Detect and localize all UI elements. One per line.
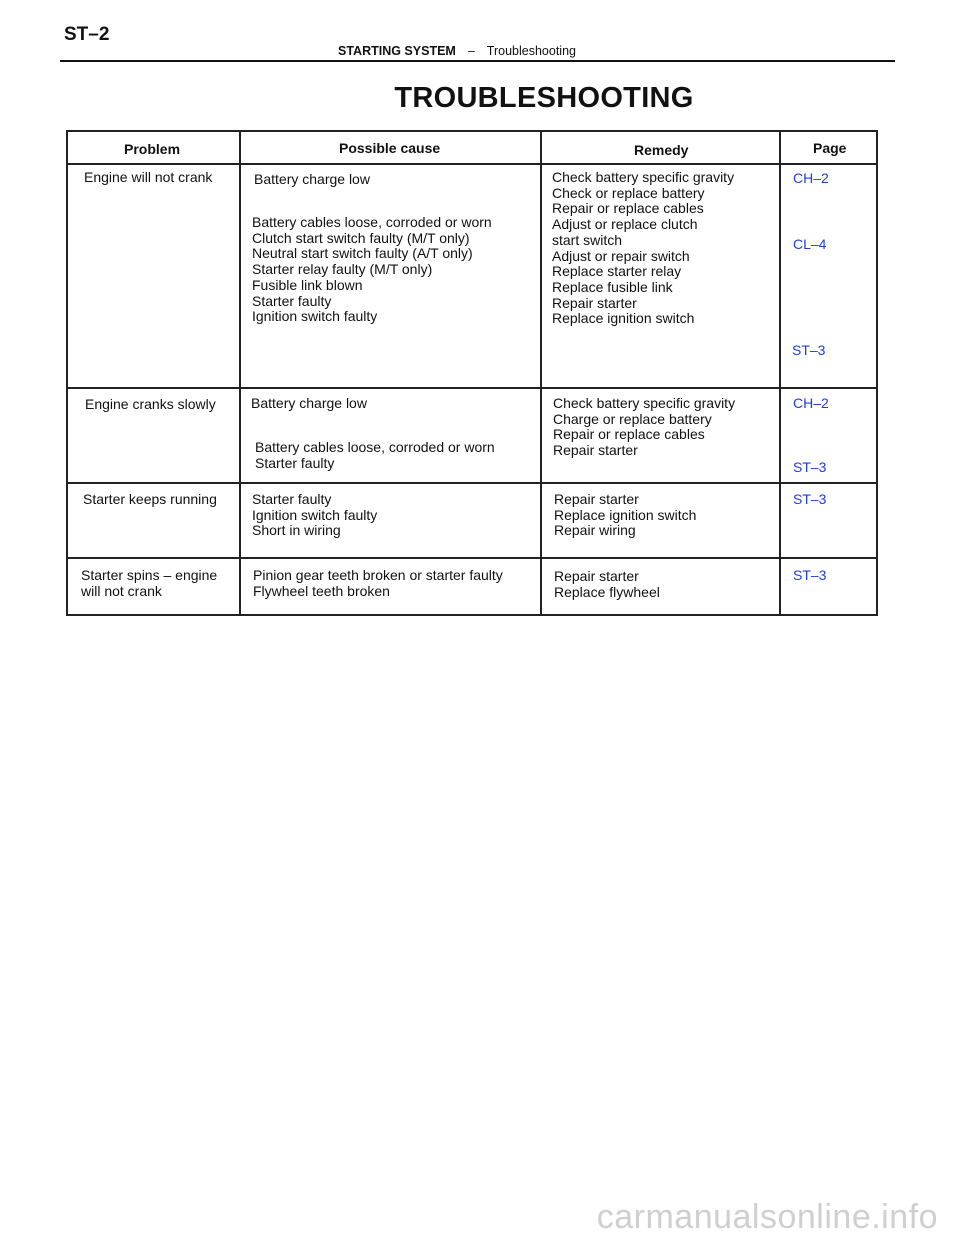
cause-cell: Battery charge low <box>251 395 367 411</box>
row-divider <box>68 557 876 559</box>
remedy-cell: Check battery specific gravity Charge or replace battery Repair or replace cables Repair starter <box>553 395 736 459</box>
header-separator: – <box>467 44 475 58</box>
remedy-cell: Repair starter Replace flywheel <box>554 568 660 600</box>
remedy-cell: Repair starter Replace ignition switch Repair wiring <box>554 491 697 539</box>
problem-cell: Starter spins – engine will not crank <box>81 567 218 599</box>
page-reference-link[interactable]: CH–2 <box>793 395 829 411</box>
header-rule <box>60 60 895 62</box>
cause-cell: Starter faulty Ignition switch faulty Short in wiring <box>252 491 378 539</box>
page-reference-link[interactable]: CL–4 <box>793 236 827 252</box>
row-divider <box>68 482 876 484</box>
cause-cell: Battery charge low <box>254 171 370 187</box>
section-title: STARTING SYSTEM <box>338 44 456 58</box>
row-divider <box>68 163 876 165</box>
page-reference-link[interactable]: ST–3 <box>793 491 827 507</box>
problem-cell: Engine will not crank <box>84 169 213 185</box>
problem-cell: Engine cranks slowly <box>85 396 216 412</box>
page-code: ST–2 <box>64 24 110 45</box>
header-problem: Problem <box>124 141 181 157</box>
remedy-cell: Check battery specific gravity Check or replace battery Repair or replace cables Adjust or replace clutch start switch Adjust or repair switch Replace starter relay Replace fusible link Repair starter Replace ignition switch <box>552 169 735 327</box>
cause-cell: Pinion gear teeth broken or starter faulty Flywheel teeth broken <box>253 567 503 599</box>
cause-cell: Battery cables loose, corroded or worn Starter faulty <box>255 439 495 471</box>
header-possible-cause: Possible cause <box>339 140 441 156</box>
row-divider <box>68 387 876 389</box>
problem-cell: Starter keeps running <box>83 491 217 507</box>
header-remedy: Remedy <box>634 142 689 158</box>
page-reference-link[interactable]: CH–2 <box>793 170 829 186</box>
column-divider <box>779 132 781 614</box>
column-divider <box>239 132 241 614</box>
running-header <box>338 44 576 58</box>
troubleshooting-table <box>66 130 878 616</box>
subsection-title: Troubleshooting <box>486 44 576 58</box>
header-page: Page <box>813 140 847 156</box>
column-divider <box>540 132 542 614</box>
page-reference-link[interactable]: ST–3 <box>793 567 827 583</box>
page-reference-link[interactable]: ST–3 <box>793 459 827 475</box>
watermark: carmanualsonline.info <box>596 1198 938 1236</box>
page-title: TROUBLESHOOTING <box>394 82 694 114</box>
page-reference-link[interactable]: ST–3 <box>792 342 826 358</box>
cause-cell: Battery cables loose, corroded or worn Clutch start switch faulty (M/T only) Neutral start switch faulty (A/T only) Starter relay faulty (M/T only) Fusible link blown Starter faulty Ignition switch faulty <box>252 214 492 325</box>
